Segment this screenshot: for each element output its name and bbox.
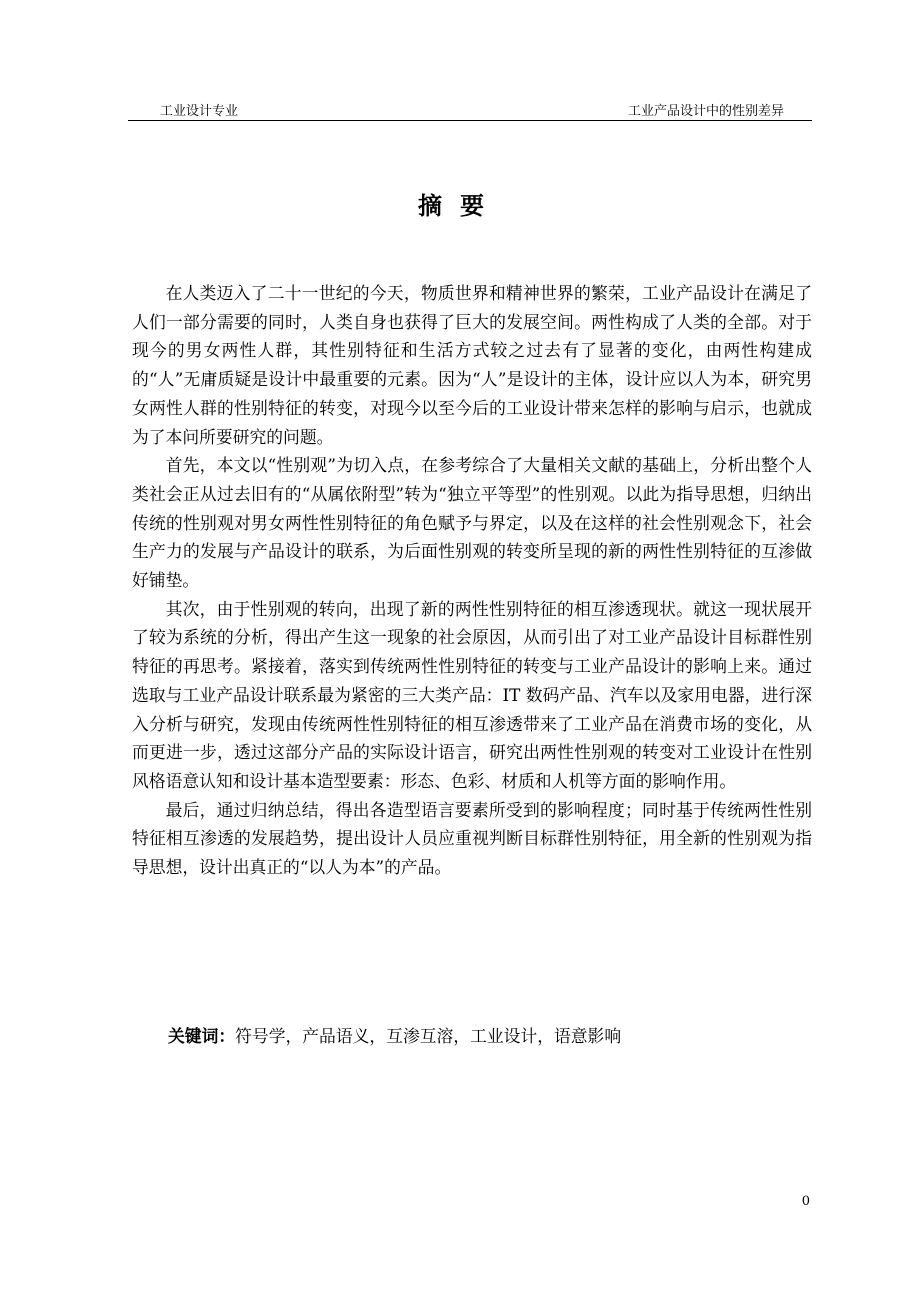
header-major: 工业设计专业 bbox=[160, 104, 239, 119]
keywords-label: 关键词： bbox=[168, 1026, 236, 1046]
keywords-line bbox=[168, 1022, 621, 1050]
header-thesis-title: 工业产品设计中的性别差异 bbox=[627, 104, 784, 119]
page-header bbox=[128, 96, 812, 121]
paragraph-1: 在人类迈入了二十一世纪的今天，物质世界和精神世界的繁荣，工业产品设计在满足了人们一部分需要的同时，人类自身也获得了巨大的发展空间。两性构成了人类的全部。对于现今的男女两性人群，其性别特征和生活方式较之过去有了显著的变化，由两性构建成的“人”无庸质疑是设计中最重要的元素。因为“人”是设计的主体，设计应以人为本，研究男女两性人群的性别特征的转变，对现今以至今后的工业设计带来怎样的影响与启示，也就成为了本问所要研究的问题。 bbox=[132, 283, 812, 447]
abstract-body bbox=[132, 279, 812, 882]
abstract-title: 摘要 bbox=[418, 192, 502, 220]
paragraph-3: 其次，由于性别观的转向，出现了新的两性性别特征的相互渗透现状。就这一现状展开了较为系统的分析，得出产生这一现象的社会原因，从而引出了对工业产品设计目标群性别特征的再思考。紧接着，落实到传统两性性别特征的转变与工业产品设计的影响上来。通过选取与工业产品设计联系最为紧密的三大类产品：IT 数码产品、汽车以及家用电器，进行深入分析与研究，发现由传统两性性别特征的相互渗透带来了工业产品在消费市场的变化，从而更进一步，透过这部分产品的实际设计语言，研究出两性性别观的转变对工业设计在性别风格语意认知和设计基本造型要素：形态、色彩、材质和人机等方面的影响作用。 bbox=[132, 598, 812, 791]
paragraph-4: 最后，通过归纳总结，得出各造型语言要素所受到的影响程度；同时基于传统两性性别特征相互渗透的发展趋势，提出设计人员应重视判断目标群性别特征，用全新的性别观为指导思想，设计出真正的“以人为本”的产品。 bbox=[132, 799, 812, 878]
page-number: 0 bbox=[801, 1194, 810, 1209]
paragraph-2: 首先，本文以“性别观”为切入点，在参考综合了大量相关文献的基础上，分析出整个人类社会正从过去旧有的“从属依附型”转为“独立平等型”的性别观。以此为指导思想，归纳出传统的性别观对男女两性性别特征的角色赋予与界定，以及在这样的社会性别观念下，社会生产力的发展与产品设计的联系，为后面性别观的转变所呈现的新的两性性别特征的互渗做好铺垫。 bbox=[132, 455, 812, 591]
keywords-text: 符号学，产品语义，互渗互溶，工业设计，语意影响 bbox=[235, 1026, 622, 1046]
